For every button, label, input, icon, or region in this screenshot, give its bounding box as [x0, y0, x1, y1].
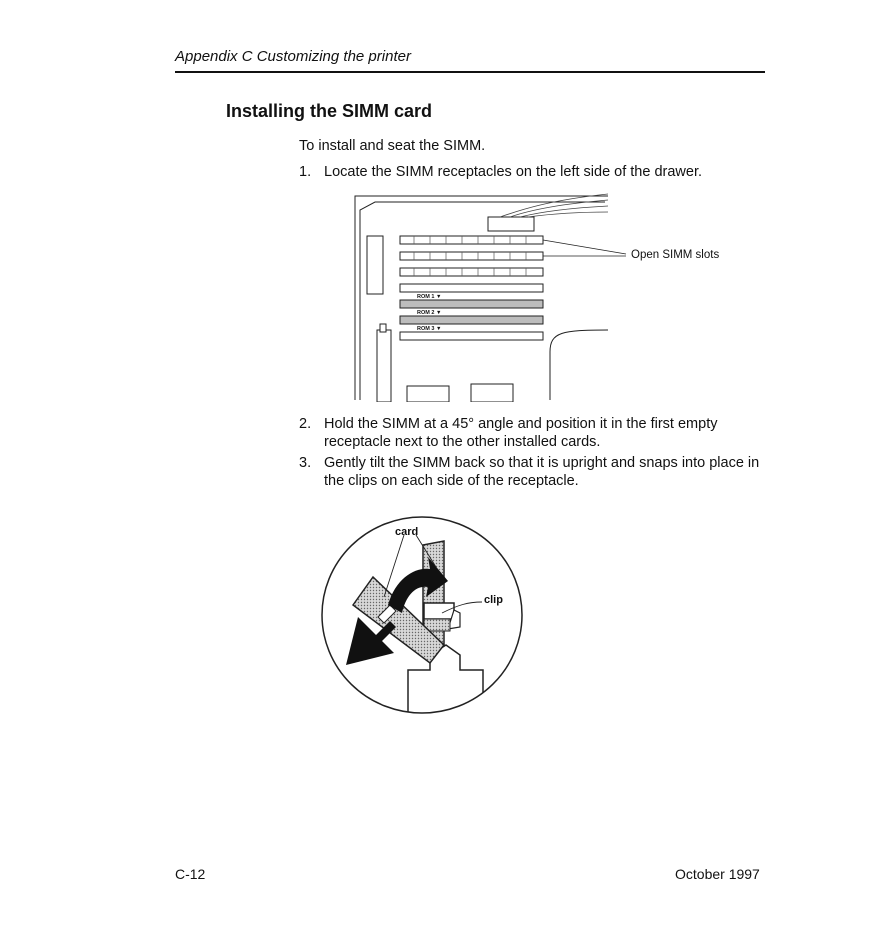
rom-label-3: ROM 3 ▼: [417, 326, 442, 332]
step-number: 2.: [299, 416, 312, 432]
step-text: Hold the SIMM at a 45° angle and position it in the first empty receptacle next to the other installed cards.: [324, 416, 718, 450]
simm-receptacles-illustration: [350, 190, 730, 402]
running-header: Appendix C Customizing the printer: [175, 48, 411, 65]
simm-receptacles-figure: [350, 190, 730, 407]
step-text: Gently tilt the SIMM back so that it is upright and snaps into place in the clips on each side of the receptacle.: [324, 455, 760, 489]
page-number: C-12: [175, 866, 206, 882]
step-number: 3.: [299, 455, 312, 471]
section-title: Installing the SIMM card: [226, 101, 433, 121]
simm-seating-figure: [318, 505, 533, 740]
rom-label-2: ROM 2 ▼: [417, 310, 442, 316]
simm-seating-illustration: [318, 505, 533, 735]
simm-slots: [400, 236, 543, 340]
step-text: Locate the SIMM receptacles on the left side of the drawer.: [324, 164, 703, 180]
header-rule: [175, 71, 765, 73]
clip-label: clip: [484, 594, 503, 606]
card-label: card: [395, 526, 419, 538]
step-number: 1.: [299, 164, 312, 180]
open-simm-slots-callout: Open SIMM slots: [631, 249, 720, 261]
footer-date: October 1997: [675, 866, 760, 882]
rom-label-1: ROM 1 ▼: [417, 294, 442, 300]
intro-text: To install and seat the SIMM.: [299, 138, 486, 154]
